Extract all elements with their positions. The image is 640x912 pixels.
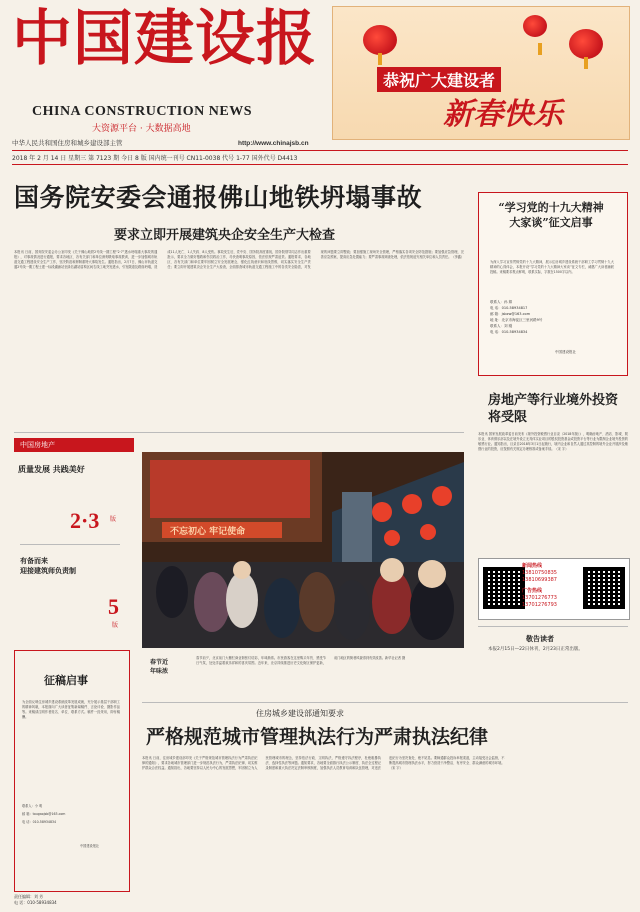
- footer-tel: 电 话：010-58934834: [14, 900, 57, 905]
- photo-caption-title: 春节近 年味浓: [150, 659, 169, 675]
- bottom-headline[interactable]: 严格规范城市管理执法行为严肃执法纪律: [146, 726, 489, 748]
- recruit-contact: 联系人：小 明: [22, 804, 43, 808]
- bottom-body: 本报讯 日前，住房城乡建设部印发《关于严格规范城市管理执法行为严肃执法纪律的通知》，要求各地城市管理部门进一步规范执法行为，严肃执法纪律，切实维护群众合法权益。通知指出，各地要坚持以人民为中心的发展思想，牢固树立为人民管理城市的理念，坚持依法行政、文明执法，严格遵守执法程序，杜绝粗暴执法、选择性执法等问题。通知要求，各地要全面推行执法公示制度、执法全过程记录制度和重大执法决定法制审核制度，加强执法人员教育培训和队伍管理，对违法违纪行为坚决查处、绝不姑息。要畅通群众投诉举报渠道，主动接受社会监督，不断提高城市管理执法水平，努力营造干净整洁、有序安全、群众满意的城市环境。（宋 宇）: [142, 756, 505, 770]
- recruit-title[interactable]: 征稿启事: [44, 674, 88, 687]
- newspaper-logo: 中国建设报: [12, 4, 317, 74]
- ad-hotline-2: 13701276793: [522, 602, 557, 608]
- sidebar-item-ban: 版: [112, 622, 119, 629]
- issue-line: 2018 年 2 月 14 日 星期三 第 7123 期 今日 8 版 国内统一刊号 CN11-0038 代号 1-77 国外代号 D4413: [12, 150, 628, 165]
- reader-notice-title: 敬告读者: [526, 635, 554, 643]
- lead-headline[interactable]: 国务院安委会通报佛山地铁坍塌事故: [14, 183, 423, 212]
- essay-address: 地 址：北京市海淀区三里河路9号: [490, 318, 543, 322]
- sidebar-item-title[interactable]: 有备而来: [20, 557, 48, 565]
- reader-notice-text: 本报2月15日—22日休刊，2月23日正常出版。: [488, 647, 583, 652]
- sidebar-item-title[interactable]: 质量发展 共践美好: [18, 465, 85, 474]
- essay-phone: 电 话：010-58934817: [490, 306, 528, 310]
- section-tag[interactable]: 中国房地产: [14, 438, 134, 452]
- lantern-icon: [523, 15, 547, 37]
- contact-block: [478, 558, 630, 620]
- news-hotline-1: 13810750835: [522, 570, 557, 576]
- sidebar-item-pages: 5: [108, 594, 119, 619]
- ad-hotline-1: 13701276773: [522, 595, 557, 601]
- divider: [20, 544, 120, 545]
- bottom-kicker: 住房城乡建设部通知要求: [256, 709, 344, 718]
- market-street-photo: [142, 452, 464, 648]
- sidebar-item-ban: 版: [110, 516, 117, 523]
- news-hotline-2: 13810699387: [522, 577, 557, 583]
- news-hotline-label: 新闻热线: [522, 563, 543, 569]
- divider: [14, 432, 464, 433]
- overseas-investment-body: 本报讯 国家发展改革委日前发布《境外投资敏感行业目录（2018年版）》，明确房地产、酒店、影城、娱乐业、体育俱乐部以及在境外设立无具体实业项目的股权投资基金或投资平台等行业为限制企业境外投资的敏感行业。通知指出，目录自2018年3月1日起施行，境内企业和自然人通过其控制的境外企业开展涉及敏感行业的投资，应按照有关规定办理核准或备案手续。（宋 宇）: [478, 432, 628, 451]
- essay-contact-2: 联系人：刘 刚: [490, 324, 513, 328]
- recruit-office: 中国建设报社: [80, 844, 100, 848]
- sponsor-line: 中华人民共和国住房和城乡建设部主管: [12, 139, 123, 147]
- sidebar-item-title[interactable]: 迎接建筑师负责制: [20, 567, 76, 575]
- lead-subhead: 要求立即开展建筑央企安全生产大检查: [114, 228, 336, 243]
- footer-editor: 责任编辑：刘 芳: [14, 894, 44, 899]
- lantern-icon: [569, 29, 603, 59]
- lead-body: 本报讯 日前，国务院安委会办公室印发《关于佛山地铁2号线一期工程“2·7”透水坍塌重大事故的通报》，对事故情况进行通报，要求各地区、各有关部门和单位深刻吸取事故教训，进一步加强城市轨道交通工程建设安全生产工作，坚决防范和遏制重特大事故发生。通报指出，2月7日，佛山市轨道交通2号线一期工程土建一标段湖涌站至绿岛湖站盾构区间右线工地突发透水，引发隧道及路面坍塌，造成11人死亡、1人失踪、8人受伤。事故发生后，党中央、国务院高度重视，国务院领导同志作出重要批示，要求全力做好搜救和伤员救治工作，尽快查明事故原因，依法依规严肃追责。通报要求，各地区、各有关部门和单位要牢固树立安全发展理念，强化红线意识和底线思维，切实落实安全生产责任；要立即开展建筑央企安全生产大检查，全面排查城市轨道交通工程施工中的各类安全隐患，对发现的问题要立即整改；要加强施工现场安全管理，严格落实各项安全防范措施；要加强应急管理，完善应急预案，提高应急处置能力；要严肃事故调查处理，依法依规追究相关单位和人员责任。（李鑫）: [14, 250, 464, 269]
- essay-office: 中国建设报社: [555, 350, 576, 354]
- qr-code-icon[interactable]: [483, 567, 525, 609]
- slogan: 大资源平台 · 大数据高地: [92, 124, 191, 134]
- essay-notice-body: 为深入学习宣传贯彻党的十九大精神，展示住房城乡建设系统干部职工学习贯彻十九大精神的心得体会，本报开设“学习党的十九大精神大家谈”征文专栏，诚邀广大读者踊跃投稿。来稿要求观点鲜明，联系实际，字数在1500字以内。: [490, 260, 614, 274]
- banner-main-text: 新春快乐: [443, 97, 563, 132]
- english-name: CHINA CONSTRUCTION NEWS: [32, 104, 252, 119]
- website-link[interactable]: http://www.chinajsb.cn: [238, 140, 309, 147]
- recruit-phone: 电 话：010-58934834: [22, 820, 57, 824]
- photo-caption: 春节前夕，北京前门大栅栏商业街张灯结彩，年味渐浓。市民游客在这里购买年货、感受节日气氛，处处洋溢着欢乐祥和的喜庆氛围。近年来，北京持续推进历史文化街区保护更新，前门地区的街巷风貌得到有效改善。新华社记者 摄: [196, 656, 406, 665]
- essay-notice-title[interactable]: “学习党的十九大精神大家谈”征文启事: [498, 201, 604, 229]
- sidebar-item-pages: 2·3: [70, 508, 100, 533]
- recruit-email: 邮 箱：tougaojsb@163.com: [22, 812, 66, 816]
- photo-sign: 不忘初心 牢记使命: [170, 527, 246, 537]
- essay-phone-2: 电 话：010-58934834: [490, 330, 528, 334]
- qr-code-icon[interactable]: [583, 567, 625, 609]
- banner-tag: 恭祝广大建设者: [377, 67, 501, 92]
- essay-contact-name: 联系人：孙 婧: [490, 300, 513, 304]
- overseas-investment-headline[interactable]: 房地产等行业境外投资将受限: [488, 393, 619, 425]
- divider: [142, 702, 628, 703]
- divider: [478, 626, 628, 627]
- lantern-icon: [363, 25, 397, 55]
- ad-hotline-label: 广告热线: [522, 588, 543, 594]
- news-photo[interactable]: [142, 452, 464, 648]
- recruit-body: 为全面反映住房城乡建设系统改革发展成就，充分展示基层干部职工的精神风貌，本报面向广大读者征集新闻稿件、言论评论、摄影作品等。来稿请注明作者姓名、单位、联系方式。稿件一经采用，即付稿酬。: [22, 700, 120, 719]
- spring-festival-banner: [332, 6, 630, 140]
- essay-email: 邮 箱：jsbzw@163.com: [490, 312, 531, 316]
